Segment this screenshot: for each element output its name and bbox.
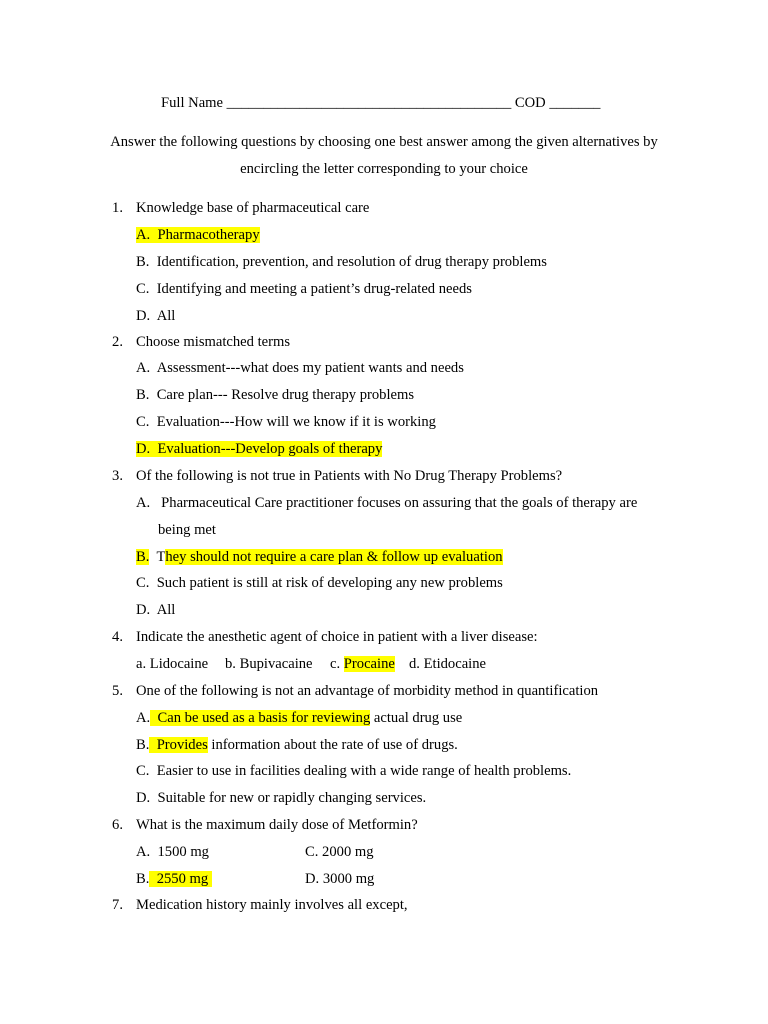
option-a: A. Can be used as a basis for reviewing actual drug use bbox=[136, 710, 463, 726]
question-text: Of the following is not true in Patients with No Drug Therapy Problems? bbox=[136, 468, 563, 484]
question-text: Medication history mainly involves all except, bbox=[136, 897, 408, 913]
option-d: d. Etidocaine bbox=[409, 656, 486, 672]
question-text: Choose mismatched terms bbox=[136, 334, 291, 350]
question-text: What is the maximum daily dose of Metformin? bbox=[136, 817, 418, 833]
option-b: b. Bupivacaine bbox=[225, 656, 313, 672]
option-a: A. Pharmaceutical Care practitioner focuses on assuring that the goals of therapy are bbox=[136, 495, 638, 511]
option-c: C. Identifying and meeting a patient’s drug-related needs bbox=[136, 281, 472, 297]
option-c: C. Easier to use in facilities dealing with a wide range of health problems. bbox=[136, 763, 572, 779]
question-number: 6. bbox=[112, 817, 123, 833]
option-d: D. Suitable for new or rapidly changing services. bbox=[136, 790, 427, 806]
question-number: 4. bbox=[112, 629, 123, 645]
option-d: D. 3000 mg bbox=[305, 871, 375, 887]
instructions-line-2: encircling the letter corresponding to your choice bbox=[240, 161, 528, 177]
option-d: D. Evaluation---Develop goals of therapy bbox=[136, 441, 383, 457]
instructions-line-1: Answer the following questions by choosing one best answer among the given alternatives by bbox=[110, 134, 658, 150]
option-b: B. Provides information about the rate of use of drugs. bbox=[136, 737, 458, 753]
option-c: C. Evaluation---How will we know if it is working bbox=[136, 414, 436, 430]
option-b: B. 2550 mg bbox=[136, 870, 212, 888]
option-d: D. All bbox=[136, 602, 176, 618]
option-a: A. 1500 mg bbox=[136, 844, 209, 860]
question-number: 3. bbox=[112, 468, 123, 484]
option-c: C. Such patient is still at risk of developing any new problems bbox=[136, 575, 503, 591]
option-a: a. Lidocaine bbox=[136, 656, 209, 672]
question-text: Knowledge base of pharmaceutical care bbox=[136, 200, 370, 216]
question-number: 7. bbox=[112, 897, 123, 913]
question-text: Indicate the anesthetic agent of choice in patient with a liver disease: bbox=[136, 629, 538, 645]
option-b: B. Identification, prevention, and resolution of drug therapy problems bbox=[136, 254, 547, 270]
option-a: A. Assessment---what does my patient wants and needs bbox=[136, 360, 464, 376]
option-b: B. They should not require a care plan & follow up evaluation bbox=[136, 549, 503, 565]
question-number: 2. bbox=[112, 334, 123, 350]
option-c: C. 2000 mg bbox=[305, 844, 374, 860]
full-name-field-label: Full Name _______________________________________ COD _______ bbox=[161, 95, 601, 111]
option-d: D. All bbox=[136, 308, 176, 324]
option-b: B. Care plan--- Resolve drug therapy problems bbox=[136, 387, 415, 403]
option-c: c. Procaine bbox=[330, 656, 395, 672]
question-text: One of the following is not an advantage of morbidity method in quantification bbox=[136, 683, 599, 699]
question-number: 1. bbox=[112, 200, 123, 216]
option-a: A. Pharmacotherapy bbox=[136, 227, 260, 243]
question-number: 5. bbox=[112, 683, 123, 699]
option-a-continuation: being met bbox=[158, 522, 216, 538]
